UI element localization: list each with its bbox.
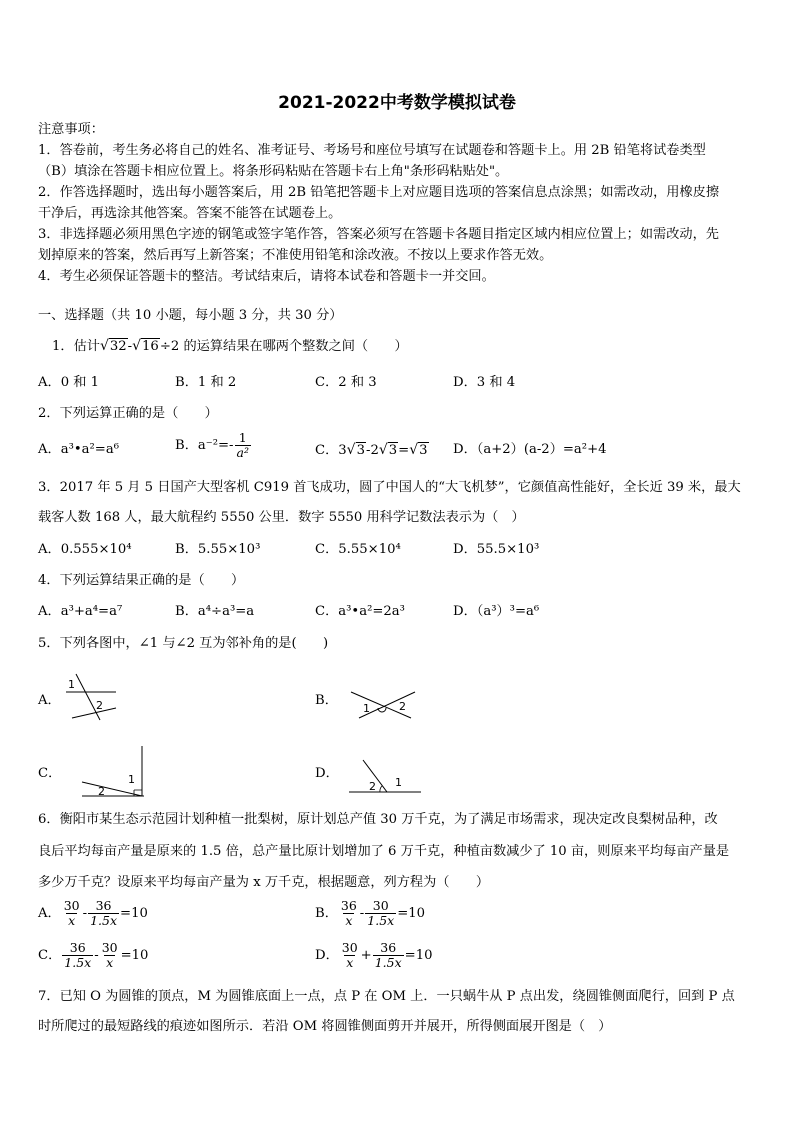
- fraction-numerator: 30: [341, 940, 358, 955]
- angle-label-2: 2: [96, 699, 103, 712]
- q1-suffix: ÷2 的运算结果在哪两个整数之间（ ）: [159, 339, 408, 354]
- notice-line: 2．作答选择题时，选出每小题答案后，用 2B 铅笔把答题卡上对应题目选项的答案信息点涂黑；如需改动，用橡皮擦: [38, 185, 720, 200]
- sqrt-icon: √: [99, 338, 109, 354]
- angle-label-1: 1: [395, 776, 402, 789]
- q4-option-b[interactable]: B．a⁴÷a³=a: [175, 604, 255, 619]
- angle-arc: [380, 786, 382, 792]
- fraction: [339, 899, 359, 928]
- q5-option-d[interactable]: D．: [315, 766, 339, 781]
- notice-line: 1．答卷前，考生务必将自己的姓名、准考证号、考场号和座位号填写在试题卷和答题卡上。用 2B 铅笔将试卷类型: [38, 143, 706, 158]
- fraction: [365, 899, 396, 928]
- angle-label-1: 1: [68, 678, 75, 691]
- q3-option-d[interactable]: D．55.5×10³: [453, 542, 540, 557]
- angle-label-2: 2: [369, 780, 376, 793]
- equals: =10: [397, 906, 426, 921]
- fraction-denominator: x: [346, 955, 354, 970]
- q5-figure-b: [345, 684, 425, 724]
- fraction-denominator: 1.5x: [64, 955, 92, 970]
- equals: =10: [404, 948, 433, 963]
- fraction-numerator: 36: [380, 940, 397, 955]
- angle-label-2: 2: [98, 785, 105, 798]
- q2-optc-radicand: 3: [356, 443, 365, 458]
- q4-option-d[interactable]: D．（a³）³=a⁶: [453, 604, 540, 619]
- q4-option-c[interactable]: C．a³•a²=2a³: [315, 604, 405, 619]
- option-label: D．: [315, 948, 339, 963]
- question-5-stem: 5．下列各图中，∠1 与∠2 互为邻补角的是( ): [38, 636, 329, 651]
- q6-option-c[interactable]: [38, 941, 148, 970]
- fraction-numerator: 30: [372, 898, 389, 913]
- q4-option-a[interactable]: A．a³+a⁴=a⁷: [38, 604, 123, 619]
- fraction-numerator: 1: [238, 430, 247, 445]
- question-4-stem: 4．下列运算结果正确的是（ ）: [38, 573, 245, 588]
- angle-label-1: 1: [128, 773, 135, 786]
- q6-option-a[interactable]: [38, 899, 148, 928]
- notice-heading: 注意事项：: [38, 122, 104, 137]
- notice-line: 3．非选择题必须用黑色字迹的钢笔或签字笔作答，答案必须写在答题卡各题目指定区域内相应位置上；如需改动，先: [38, 227, 719, 242]
- q2-option-c[interactable]: [315, 441, 429, 460]
- angle-label-2: 2: [399, 700, 406, 713]
- q2-optb-fraction: [235, 431, 251, 460]
- fraction-numerator: 30: [101, 940, 118, 955]
- operator: -: [359, 906, 365, 921]
- fraction-denominator: 1.5x: [90, 913, 118, 928]
- fraction: [62, 941, 93, 970]
- fraction: [373, 941, 404, 970]
- equals: =10: [120, 948, 149, 963]
- fraction-numerator: 36: [340, 898, 357, 913]
- fraction: [88, 899, 119, 928]
- fraction: [62, 899, 82, 928]
- fraction-numerator: 30: [63, 898, 80, 913]
- question-3-line: 载客人数 168 人，最大航程约 5550 公里．数字 5550 用科学记数法表示为（ ）: [38, 510, 525, 525]
- q2-optc-part: =: [398, 443, 410, 458]
- fraction-denominator: 1.5x: [367, 913, 395, 928]
- page-title: 2021-2022中考数学模拟试卷: [278, 93, 516, 113]
- fraction: [100, 941, 120, 970]
- q2-optc-radicand: 3: [419, 443, 428, 458]
- sqrt-icon: √: [346, 442, 356, 458]
- sqrt-icon: √: [409, 442, 419, 458]
- q5-figure-d: [345, 756, 425, 796]
- question-6-line: 良后平均每亩产量是原来的 1.5 倍，总产量比原计划增加了 6 万千克，种植亩数减少了 10 亩，则原来平均每亩产量是: [38, 844, 730, 859]
- fraction: [340, 941, 360, 970]
- notice-line: （B）填涂在答题卡相应位置上。将条形码粘贴在答题卡右上角"条形码粘贴处"。: [38, 164, 509, 179]
- q5-option-b[interactable]: B．: [315, 693, 338, 708]
- q5-option-a[interactable]: A．: [38, 693, 61, 708]
- q5-figure-a: [58, 672, 128, 724]
- q6-option-b[interactable]: [315, 899, 425, 928]
- q1-radicand-1: 32: [109, 339, 127, 354]
- option-label: A．: [38, 906, 61, 921]
- q1-option-a[interactable]: A．0 和 1: [38, 375, 100, 390]
- q2-optb-prefix: B．a⁻²=-: [175, 438, 234, 453]
- q2-optc-part: -2: [365, 443, 379, 458]
- fraction-denominator: x: [106, 955, 114, 970]
- q5-figure-c: [78, 744, 158, 800]
- notice-line: 划掉原来的答案，然后再写上新答案；不准使用铅笔和涂改液。不按以上要求作答无效。: [38, 248, 553, 263]
- q3-option-c[interactable]: C．5.55×10⁴: [315, 542, 401, 557]
- q1-minus: -: [127, 339, 133, 354]
- q3-option-a[interactable]: A．0.555×10⁴: [38, 542, 132, 557]
- fraction-denominator: a²: [236, 445, 249, 460]
- q2-optc-radicand: 3: [388, 443, 398, 458]
- question-6-line: 多少万千克？设原来平均每亩产量为 x 万千克，根据题意，列方程为（ ）: [38, 875, 490, 890]
- fraction-denominator: 1.5x: [374, 955, 402, 970]
- sqrt-icon: √: [132, 338, 142, 354]
- q1-radicand-2: 16: [142, 339, 159, 354]
- sqrt-icon: √: [378, 442, 388, 458]
- operator: -: [94, 948, 99, 963]
- option-label: B．: [315, 906, 338, 921]
- q2-option-d[interactable]: D．（a+2）(a-2）=a²+4: [453, 442, 607, 457]
- q2-option-a[interactable]: A．a³•a²=a⁶: [38, 442, 119, 457]
- q1-option-b[interactable]: B．1 和 2: [175, 375, 237, 390]
- question-2-stem: 2．下列运算正确的是（ ）: [38, 406, 218, 421]
- angle-label-1: 1: [363, 702, 370, 715]
- operator: +: [360, 948, 372, 963]
- question-7-line: 时所爬过的最短路线的痕迹如图所示．若沿 OM 将圆锥侧面剪开并展开，所得侧面展开图是（ ）: [38, 1019, 612, 1034]
- equals: =10: [120, 906, 148, 921]
- q6-option-d[interactable]: [315, 941, 433, 970]
- q2-option-b[interactable]: [175, 431, 252, 460]
- operator: -: [82, 906, 88, 921]
- question-6-line: 6．衡阳市某生态示范园计划种植一批梨树，原计划总产值 30 万千克，为了满足市场需求，现决定改良梨树品种，改: [38, 812, 718, 827]
- fraction-numerator: 36: [69, 940, 86, 955]
- notice-line: 干净后，再选涂其他答案。答案不能答在试题卷上。: [38, 206, 342, 221]
- question-3-line: 3．2017 年 5 月 5 日国产大型客机 C919 首飞成功，圆了中国人的“大飞机梦”，它颜值高性能好，全长近 39 米，最大: [38, 480, 741, 495]
- q5-option-c[interactable]: C．: [38, 766, 62, 781]
- fraction-numerator: 36: [95, 898, 112, 913]
- question-1-stem: [52, 337, 776, 356]
- section-heading: 一、选择题（共 10 小题，每小题 3 分，共 30 分）: [38, 308, 343, 323]
- question-7-line: 7．已知 O 为圆锥的顶点，M 为圆锥底面上一点，点 P 在 OM 上．一只蜗牛从 P 点出发，绕圆锥侧面爬行，回到 P 点: [38, 989, 735, 1004]
- q1-option-c[interactable]: C．2 和 3: [315, 375, 377, 390]
- q1-prefix: 1．估计: [52, 339, 100, 354]
- figure-line: [76, 674, 100, 720]
- fraction-denominator: x: [68, 913, 76, 928]
- q2-optc-part: C．3: [315, 443, 347, 458]
- option-label: C．: [38, 948, 62, 963]
- fraction-denominator: x: [345, 913, 353, 928]
- q3-option-b[interactable]: B．5.55×10³: [175, 542, 261, 557]
- notice-line: 4．考生必须保证答题卡的整洁。考试结束后，请将本试卷和答题卡一并交回。: [38, 269, 495, 284]
- q1-option-d[interactable]: D．3 和 4: [453, 375, 516, 390]
